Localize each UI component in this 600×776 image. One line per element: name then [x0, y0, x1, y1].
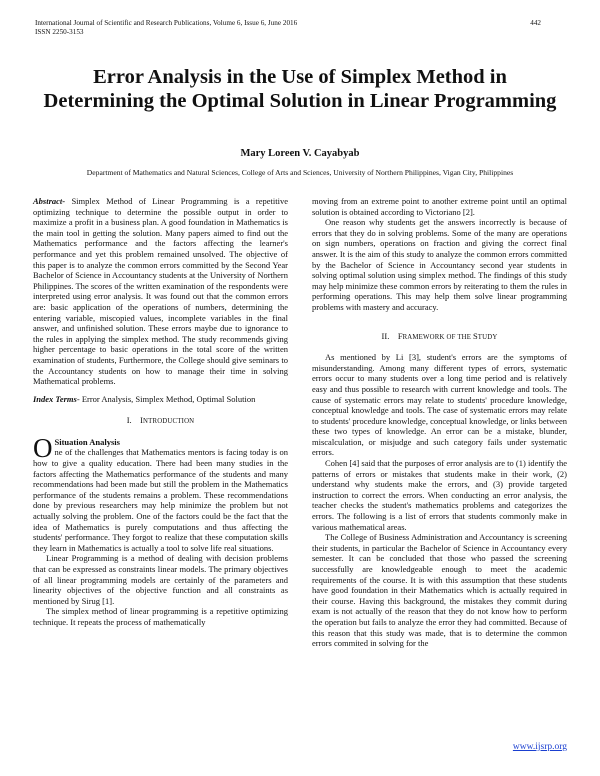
left-column: [33, 196, 288, 628]
journal-info: International Journal of Scientific and Research Publications, Volume 6, Issue 6, June 2016: [35, 19, 298, 27]
framework-paragraph-1: As mentioned by Li [3], student's errors are the symptoms of misunderstanding. Among many different types of errors, systematic errors occur to many students over a long time period and is relatively easy and thus possible to research with current knowledge and tools. The cause of systematic errors may relate to students' procedure knowledge, conceptual knowledge and tools. The case of systematic errors may relate to students' procedure knowledge, conceptual knowledge, or links between these two types of knowledge. An error can be a mistake, blunder, miscalculation, or misjudge and such category fails under systematic errors.: [312, 352, 567, 458]
paper-title: Error Analysis in the Use of Simplex Method in Determining the Optimal Solution in Linear Programming: [43, 66, 557, 112]
right-paragraph-1: moving from an extreme point to another extreme point until an optimal solution is obtained according to Victoriano [2].: [312, 196, 567, 217]
right-column: [312, 196, 567, 649]
page-number: 442: [530, 19, 541, 27]
framework-paragraph-2: Cohen [4] said that the purposes of error analysis are to (1) identify the patterns of errors or mistakes that students make in their work, (2) understand why students make the errors, and (3) provide targeted instruction to correct the errors. When conducting an error analysis, the teacher checks the student's mathematics problems and categorizes the errors. The following is a list of errors that students commonly make in various mathematical areas.: [312, 458, 567, 532]
section-heading-introduction: I. INTRODUCTION: [126, 415, 195, 426]
author-affiliation: Department of Mathematics and Natural Sciences, College of Arts and Sciences, University of Northern Philippines, Vigan City, Philippines: [86, 168, 514, 177]
abstract: [33, 196, 288, 387]
index-terms-label: Index Terms: [33, 393, 77, 404]
intro-paragraph-1: O Situation Analysis ne of the challenges that Mathematics mentors is facing today is on how to give a quality education. There had been many studies in the factors affecting the Mathematics performance of the students and many recommendations had been made but still the problem in the Mathematics performance of the students remains a problem. These recommendations done by previous researchers may help minimize the problem but not actually solving the problem. One of the factors could be the fact that the idea of Mathematics is purely computations and thus affecting the students' performance. They forgot to realize that these computation skills they learn in Mathematics is actually a tool to solve life real situations.: [33, 432, 288, 553]
drop-cap: O: [33, 432, 53, 463]
index-terms-text: - Error Analysis, Simplex Method, Optimal Solution: [76, 393, 256, 404]
intro-paragraph-3: The simplex method of linear programming is a repetitive optimizing technique. It repeats the process of mathematically: [33, 606, 288, 627]
paper-author: Mary Loreen V. Cayabyab: [240, 148, 360, 159]
section-heading-framework: II. FRAMEWORK OF THE STUDY: [381, 330, 498, 341]
abstract-label: Abstract-: [33, 196, 66, 206]
right-paragraph-2: One reason why students get the answers incorrectly is because of errors that they do in solving problems. Some of the many are operations on sign numbers, operations on fraction and giving the correct final answer. It is the aim of this study to analyze the common errors committed by the Bachelor of Science in Accountancy second year students in solving optimal solution using simplex method. The findings of this study may help minimize these common errors by reiterating to them the rules in performing operations. This may help them solve linear programming problems with mastery and accuracy.: [312, 217, 567, 312]
abstract-text: Simplex Method of Linear Programming is a repetitive optimizing technique to determine the possible output in order to maximize a profit in a business plan. A good foundation in Mathematics is the main tool in getting the solution. Many papers aimed to find out the Mathematics performance and the factors affecting the learner's performance and yet this problem remained unsolved. The objective of this paper is to analyze the common errors committed by the Second Year Bachelor of Science in Accountancy students at the University of Northern Philippines. The scores of the written examination of the respondents were interpreted using error analysis. It was found out that the common errors are: basic application of the operations of numbers, determining the entering variable, miscopied values, incomplete variables in the final answer, and unfinished solution. These errors maybe due to ignorance to the rules in applying the simplex method. The study recommends giving higher percentage to basic operations in the total score of the written examination of students, Furthermore, the College should give seminars to the Accountancy students on how to manage their time in solving Mathematical problems.: [33, 196, 288, 387]
subheading-situation-analysis: Situation Analysis: [54, 436, 120, 447]
issn: ISSN 2250-3153: [35, 28, 84, 36]
journal-website-link[interactable]: www.ijsrp.org: [512, 742, 567, 752]
running-header: [35, 19, 297, 37]
framework-paragraph-3: The College of Business Administration and Accountancy is screening their students, in particular the Bachelor of Science in Accountancy every semester. It can be concluded that those who passed the screening successfully are knowledgeable enough to meet the academic requirements of the course. It is with this assumption that these students have good foundation in their Mathematics which is actually required in their course. Having this background, the mistakes they commit during exam is not actually of the reason that they do not know how to perform the operation but fails to analyze the error they had committed. Because of this reason that this study was made, that is to determine the common errors commited in solving for the: [312, 532, 567, 649]
intro-paragraph-2: Linear Programming is a method of dealing with decision problems that can be expressed as constraints linear models. The primary objectives of all linear programming models are certainly of the parameters and linearity objectives of the objective function and all constraints as mentioned by Sirug [1].: [33, 553, 288, 606]
index-terms: [33, 394, 288, 405]
